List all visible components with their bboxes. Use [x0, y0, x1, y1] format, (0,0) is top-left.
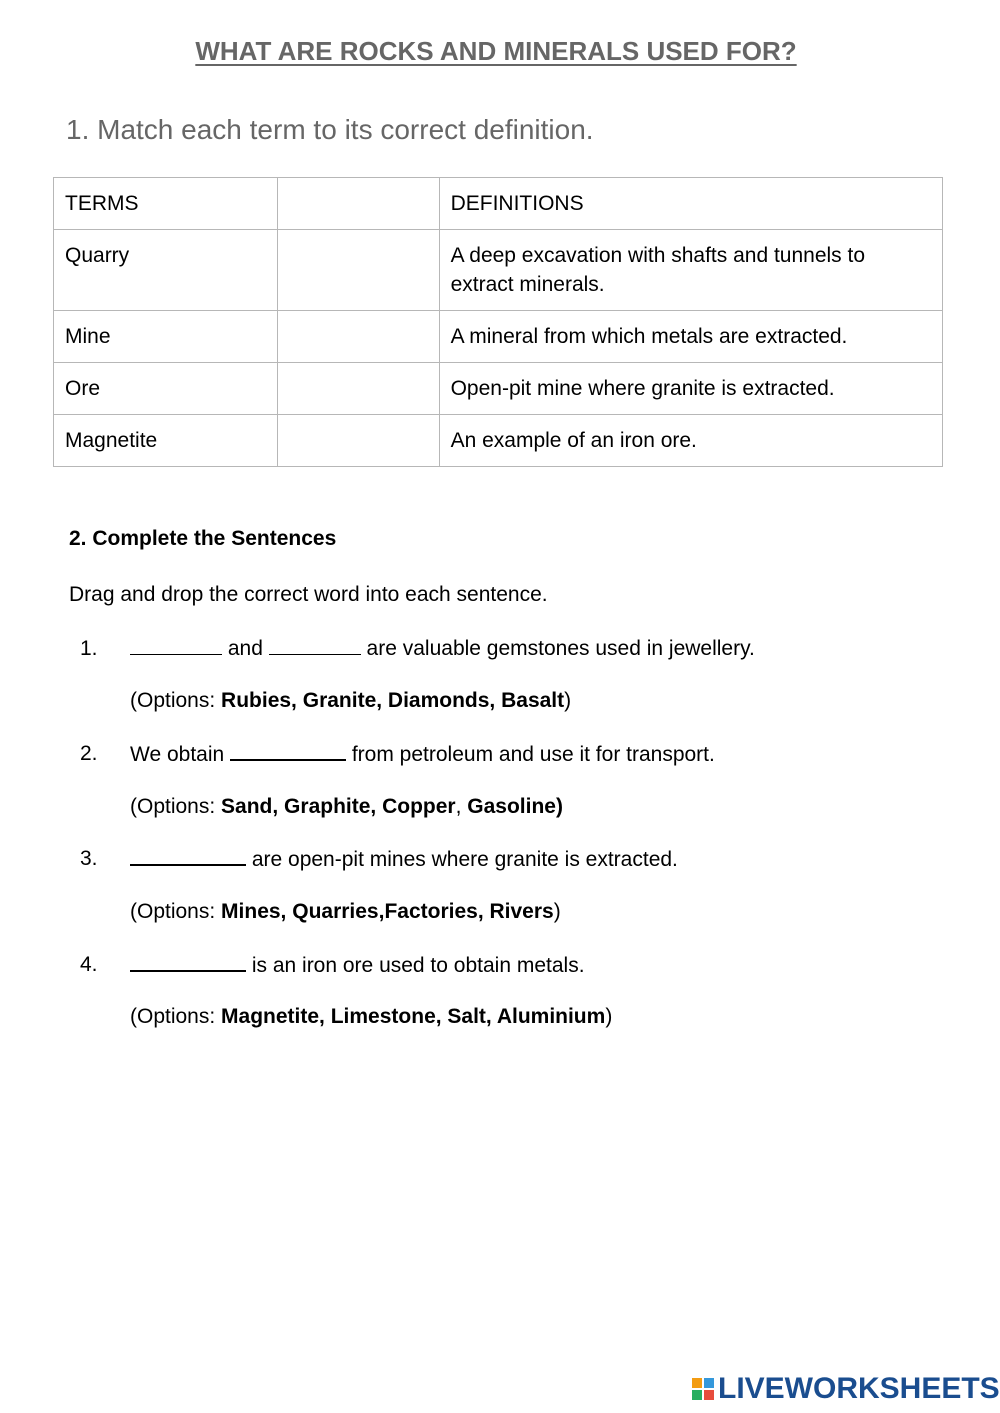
- question-number: 3.: [80, 847, 98, 870]
- question-2-options: (Options: Sand, Graphite, Copper, Gasoline): [130, 795, 563, 818]
- question-3-sentence: are open-pit mines where granite is extracted.: [130, 847, 678, 872]
- table-row: [54, 415, 943, 467]
- match-drop-cell[interactable]: [277, 311, 439, 363]
- liveworksheets-logo-icon: [692, 1378, 714, 1400]
- term-cell: Ore: [54, 363, 278, 415]
- table-header-row: [54, 178, 943, 230]
- question-1-sentence: and are valuable gemstones used in jewellery.: [130, 637, 755, 661]
- question-number: 1.: [80, 637, 98, 660]
- liveworksheets-logo: [692, 1373, 1000, 1405]
- question-number: 4.: [80, 953, 98, 976]
- section1-heading: 1. Match each term to its correct definition.: [66, 114, 594, 145]
- table-row: [54, 311, 943, 363]
- match-drop-cell[interactable]: [277, 415, 439, 467]
- question-2-sentence: We obtain from petroleum and use it for transport.: [130, 743, 715, 766]
- question-3-options: (Options: Mines, Quarries,Factories, Rivers): [130, 900, 561, 923]
- question-number: 2.: [80, 742, 98, 765]
- matching-table: [53, 177, 943, 467]
- question-4-options: (Options: Magnetite, Limestone, Salt, Aluminium): [130, 1005, 613, 1028]
- answer-blank[interactable]: [230, 742, 346, 761]
- definition-cell: An example of an iron ore.: [439, 415, 942, 467]
- question-1-options: (Options: Rubies, Granite, Diamonds, Basalt): [130, 689, 572, 712]
- table-row: [54, 363, 943, 415]
- table-row: [54, 230, 943, 311]
- answer-blank[interactable]: [130, 637, 222, 655]
- term-cell: Magnetite: [54, 415, 278, 467]
- match-drop-cell[interactable]: [277, 363, 439, 415]
- page-title: WHAT ARE ROCKS AND MINERALS USED FOR?: [195, 36, 797, 66]
- question-4-sentence: is an iron ore used to obtain metals.: [130, 953, 585, 978]
- terms-header: TERMS: [54, 178, 278, 230]
- match-header-blank: [277, 178, 439, 230]
- term-cell: Quarry: [54, 230, 278, 311]
- logo-text: LIVEWORKSHEETS: [718, 1372, 1000, 1405]
- section2-heading: 2. Complete the Sentences: [69, 527, 337, 550]
- section2-instruction: Drag and drop the correct word into each sentence.: [69, 583, 548, 606]
- answer-blank[interactable]: [130, 953, 246, 972]
- answer-blank[interactable]: [269, 637, 361, 655]
- definitions-header: DEFINITIONS: [439, 178, 942, 230]
- match-drop-cell[interactable]: [277, 230, 439, 311]
- definition-cell: A mineral from which metals are extracted.: [439, 311, 942, 363]
- definition-cell: Open-pit mine where granite is extracted.: [439, 363, 942, 415]
- definition-cell: A deep excavation with shafts and tunnels to extract minerals.: [439, 230, 942, 311]
- answer-blank[interactable]: [130, 847, 246, 866]
- term-cell: Mine: [54, 311, 278, 363]
